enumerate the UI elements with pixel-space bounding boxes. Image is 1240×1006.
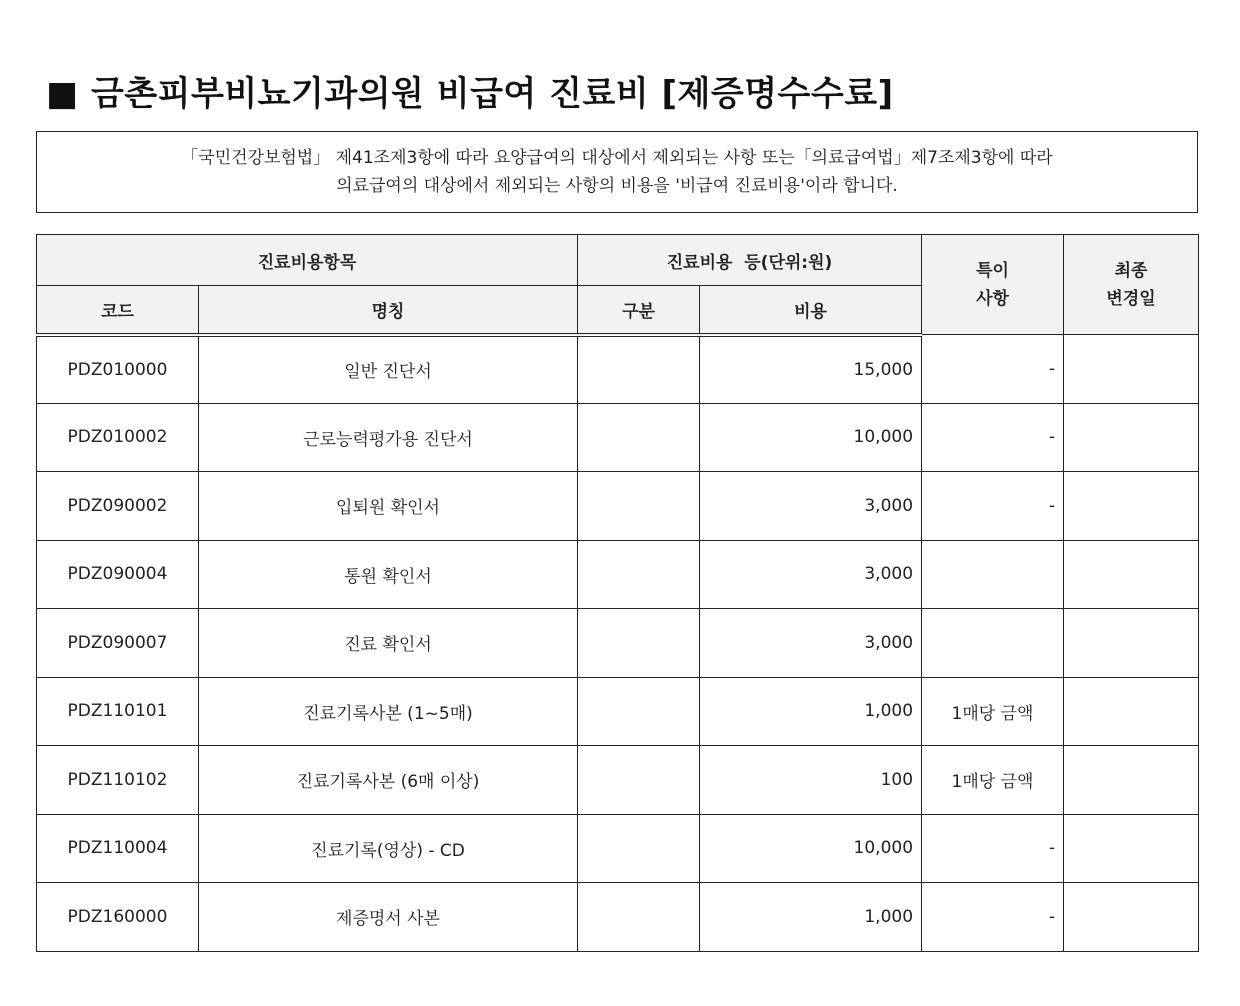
cell-note: - bbox=[922, 472, 1064, 541]
header-category: 구분 bbox=[578, 286, 700, 335]
cell-cost: 10,000 bbox=[700, 403, 922, 472]
cell-cost: 3,000 bbox=[700, 472, 922, 541]
header-cost-group bbox=[578, 235, 922, 286]
cell-changed bbox=[1064, 883, 1199, 952]
cell-name: 진료기록사본 (1~5매) bbox=[199, 677, 578, 746]
cell-name: 근로능력평가용 진단서 bbox=[199, 403, 578, 472]
page-title: ■ 금촌피부비뇨기과의원 비급여 진료비 [제증명수수료] bbox=[46, 74, 894, 114]
fee-table-body bbox=[37, 335, 1199, 952]
cell-note: - bbox=[922, 883, 1064, 952]
cell-code: PDZ110004 bbox=[37, 814, 199, 883]
header-code: 코드 bbox=[37, 286, 199, 335]
cell-note: 1매당 금액 bbox=[922, 746, 1064, 815]
cell-code: PDZ110101 bbox=[37, 677, 199, 746]
header-last-changed bbox=[1064, 235, 1199, 335]
cell-note: - bbox=[922, 814, 1064, 883]
table-row bbox=[37, 746, 1199, 815]
cell-changed bbox=[1064, 403, 1199, 472]
cell-category bbox=[578, 609, 700, 678]
cell-category bbox=[578, 335, 700, 404]
fee-table-header bbox=[37, 235, 1199, 335]
cell-cost: 3,000 bbox=[700, 540, 922, 609]
cell-note: - bbox=[922, 403, 1064, 472]
cell-changed bbox=[1064, 472, 1199, 541]
cell-cost: 15,000 bbox=[700, 335, 922, 404]
notice-line-2: 의료급여의 대상에서 제외되는 사항의 비용을 '비급여 진료비용'이라 합니다. bbox=[336, 176, 898, 196]
cell-code: PDZ010000 bbox=[37, 335, 199, 404]
cell-category bbox=[578, 746, 700, 815]
cell-note bbox=[922, 609, 1064, 678]
header-special-notes bbox=[922, 235, 1064, 335]
header-cost: 비용 bbox=[700, 286, 922, 335]
cell-category bbox=[578, 883, 700, 952]
cell-code: PDZ090004 bbox=[37, 540, 199, 609]
cell-changed bbox=[1064, 540, 1199, 609]
cell-cost: 3,000 bbox=[700, 609, 922, 678]
header-changed-line-2: 변경일 bbox=[1106, 288, 1156, 309]
table-row bbox=[37, 472, 1199, 541]
notice-line-1: 「국민건강보험법」 제41조제3항에 따라 요양급여의 대상에서 제외되는 사항 또는「의료급여법」제7조제3항에 따라 bbox=[181, 148, 1053, 168]
table-row bbox=[37, 403, 1199, 472]
cell-cost: 100 bbox=[700, 746, 922, 815]
cell-cost: 1,000 bbox=[700, 677, 922, 746]
cell-category bbox=[578, 472, 700, 541]
cell-name: 일반 진단서 bbox=[199, 335, 578, 404]
fee-table bbox=[36, 234, 1199, 952]
cell-code: PDZ160000 bbox=[37, 883, 199, 952]
cell-category bbox=[578, 814, 700, 883]
cell-name: 진료기록(영상) - CD bbox=[199, 814, 578, 883]
table-row bbox=[37, 814, 1199, 883]
cell-changed bbox=[1064, 335, 1199, 404]
table-row bbox=[37, 677, 1199, 746]
cell-code: PDZ090002 bbox=[37, 472, 199, 541]
header-item-group: 진료비용항목 bbox=[37, 235, 578, 286]
cell-name: 통원 확인서 bbox=[199, 540, 578, 609]
cell-name: 입퇴원 확인서 bbox=[199, 472, 578, 541]
cell-note: - bbox=[922, 335, 1064, 404]
cell-cost: 1,000 bbox=[700, 883, 922, 952]
cell-changed bbox=[1064, 746, 1199, 815]
table-row bbox=[37, 609, 1199, 678]
cell-category bbox=[578, 403, 700, 472]
header-name: 명칭 bbox=[199, 286, 578, 335]
table-row bbox=[37, 883, 1199, 952]
cell-category bbox=[578, 677, 700, 746]
cell-changed bbox=[1064, 814, 1199, 883]
header-special-line-1: 특이 bbox=[976, 260, 1009, 281]
header-changed-line-1: 최종 bbox=[1114, 260, 1148, 281]
cell-changed bbox=[1064, 677, 1199, 746]
cell-code: PDZ110102 bbox=[37, 746, 199, 815]
table-row bbox=[37, 540, 1199, 609]
cell-name: 진료기록사본 (6매 이상) bbox=[199, 746, 578, 815]
cell-name: 제증명서 사본 bbox=[199, 883, 578, 952]
cell-note: 1매당 금액 bbox=[922, 677, 1064, 746]
cell-name: 진료 확인서 bbox=[199, 609, 578, 678]
cell-code: PDZ010002 bbox=[37, 403, 199, 472]
header-special-line-2: 사항 bbox=[976, 288, 1009, 309]
table-row bbox=[37, 335, 1199, 404]
cell-note bbox=[922, 540, 1064, 609]
header-cost-group-text: 진료비용 등(단위:원) bbox=[666, 252, 833, 273]
cell-code: PDZ090007 bbox=[37, 609, 199, 678]
cell-changed bbox=[1064, 609, 1199, 678]
notice-box bbox=[36, 131, 1198, 213]
cell-category bbox=[578, 540, 700, 609]
cell-cost: 10,000 bbox=[700, 814, 922, 883]
